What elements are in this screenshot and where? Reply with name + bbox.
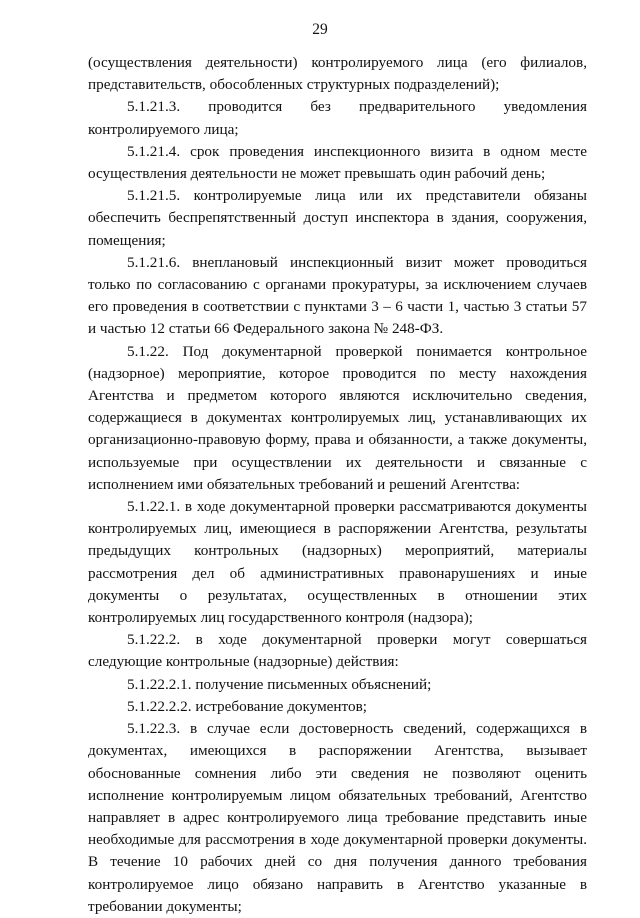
paragraph-5-1-21-6: 5.1.21.6. внеплановый инспекционный визит может проводиться только по согласованию с органами прокуратуры, за исключением случаев его проведения в соответствии с пунктами 3 – 6 части 1, частью 3 статьи 57 и частью 12 статьи 66 Федерального закона № 248-ФЗ. bbox=[88, 253, 587, 338]
paragraph-5-1-22-2: 5.1.22.2. в ходе документарной проверки могут совершаться следующие контрольные (надзорные) действия: bbox=[88, 631, 587, 671]
paragraph-5-1-22-2-1: 5.1.22.2.1. получение письменных объяснений; bbox=[127, 675, 432, 693]
paragraph-5-1-21-4: 5.1.21.4. срок проведения инспекционного визита в одном месте осуществления деятельности не может превышать один рабочий день; bbox=[88, 142, 587, 183]
paragraph-5-1-22-2-2: 5.1.22.2.2. истребование документов; bbox=[127, 697, 367, 715]
paragraph-5-1-22-3: 5.1.22.3. в случае если достоверность сведений, содержащихся в документах, имеющихся в распоряжении Агентства, вызывает обоснованные сомнения либо эти сведения не позволяют оценить исполнение контролируемым лицом обязательных требований, Агентство направляет в адрес контролируемого лица требование представить иные необходимые для рассмотрения в ходе документарной проверки документы. В течение 10 рабочих дней со дня получения данного требования контролируемое лицо обязано направить в Агентство указанные в требовании документы; bbox=[88, 720, 587, 915]
paragraph-5-1-21-5: 5.1.21.5. контролируемые лица или их представители обязаны обеспечить беспрепятственный доступ инспектора в здания, сооружения, помещения; bbox=[88, 187, 587, 249]
document-body bbox=[88, 52, 587, 918]
paragraph-continuation: (осуществления деятельности) контролируемого лица (его филиалов, представительств, обособленных структурных подразделений); bbox=[88, 54, 587, 94]
page-number: 29 bbox=[312, 21, 328, 38]
paragraph-5-1-21-3: 5.1.21.3. проводится без предварительного уведомления контролируемого лица; bbox=[88, 98, 587, 138]
paragraph-5-1-22: 5.1.22. Под документарной проверкой понимается контрольное (надзорное) мероприятие, которое проводится по месту нахождения Агентства и предметом которого являются исключительно сведения, содержащиеся в документах контролируемых лиц, устанавливающих их организационно-правовую форму, права и обязанности, а также документы, используемые при осуществлении их деятельности и связанные с исполнением ими обязательных требований и решений Агентства: bbox=[88, 342, 587, 493]
paragraph-5-1-22-1: 5.1.22.1. в ходе документарной проверки рассматриваются документы контролируемых лиц, имеющиеся в распоряжении Агентства, результаты предыдущих контрольных (надзорных) мероприятий, материалы рассмотрения дел об административных правонарушениях и иные документы о результатах, осуществленных в отношении этих контролируемых лиц государственного контроля (надзора); bbox=[88, 498, 587, 627]
